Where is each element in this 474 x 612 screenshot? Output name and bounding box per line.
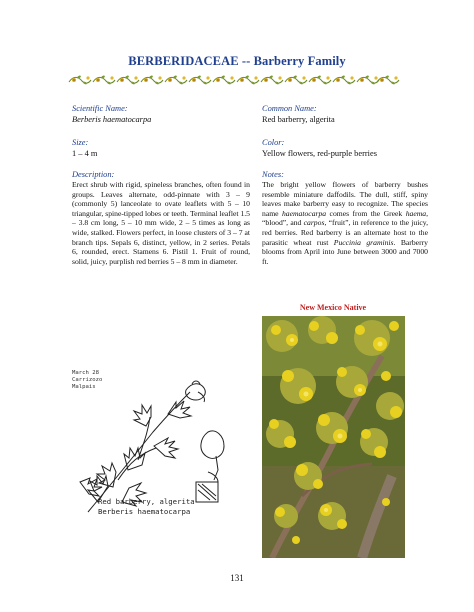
floral-vine-icon [68,73,400,87]
sketch-caption [98,497,195,517]
decorative-ornament-border [68,73,400,87]
description-label: Description: [72,170,115,179]
notes-text: The bright yellow flowers of barberry bushes resemble miniature daffodils. The dull, stiff, spiny leaves make barberry easy to recognize. The species name haematocarpa comes from the Greek haema, “blood”, and carpos, “fruit”, in reference to the juicy, red berries. Red barberry is an alternate host to the parasitic wheat rust Puccinia graminis. Barberry blooms from April into June between 3000 and 7000 ft. [262,180,428,266]
sketch-caption-common: Red barberry, algerita [98,497,195,506]
common-name-label: Common Name: [262,104,317,113]
scientific-name-value: Berberis haematocarpa [72,115,152,124]
color-value: Yellow flowers, red-purple berries [262,149,377,158]
color-label: Color: [262,138,285,147]
page-number: 131 [230,573,244,583]
common-name-value: Red barberry, algerita [262,115,335,124]
sketch-caption-scientific: Berberis haematocarpa [98,507,191,516]
new-mexico-native-badge: New Mexico Native [299,303,367,312]
sketch-note-place: Carrizozo [72,376,103,383]
sketch-note [72,370,102,390]
description-text: Erect shrub with rigid, spineless branches, often found in groups. Leaves alternate, odd-pinnate with 3 – 9 (commonly 5) lanceolate to ovate leaflets with 5 – 10 triangular, spine-tipped lobes or teeth. Terminal leaflet 1.5 – 3.8 cm long, 5 – 10 mm wide, 2 – 5 times as long as wide, stalked. Flowers perfect, in loose clusters of 3 – 7 at branch tips. Sepals 6, distinct, yellow, in 2 series. Petals 6, rounded, erect. Stamens 6. Pistil 1. Fruit of round, solid, juicy, purplish red berries 5 – 8 mm in diameter. [72,180,250,266]
size-label: Size: [72,138,89,147]
sketch-note-site: Malpais [72,383,96,390]
scientific-name-label: Scientific Name: [72,104,128,113]
barberry-photo [262,316,405,558]
size-value: 1 – 4 m [72,149,98,158]
page-title: BERBERIDACEAE -- Barberry Family [128,54,346,68]
barberry-photo-image [262,316,405,558]
sketch-note-date: March 28 [72,370,99,376]
notes-label: Notes: [262,170,284,179]
